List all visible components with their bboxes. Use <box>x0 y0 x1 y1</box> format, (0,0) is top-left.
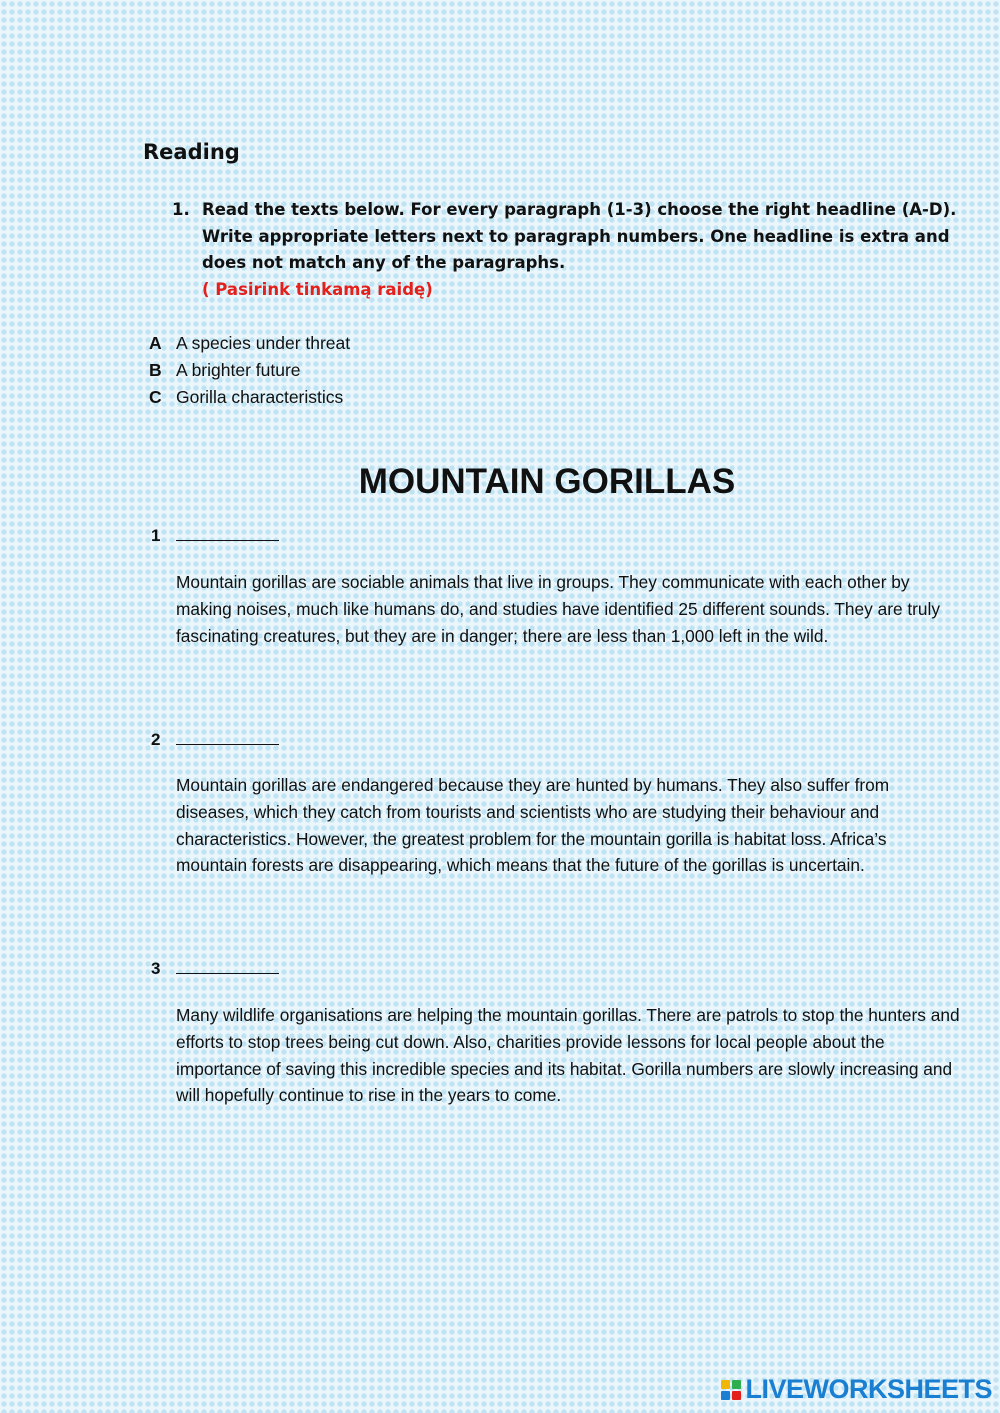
headline-text: Gorilla characteristics <box>176 387 344 407</box>
headline-letter: A <box>149 333 162 353</box>
liveworksheets-logo <box>721 1374 992 1405</box>
headline-letter: C <box>149 387 162 407</box>
paragraph-2-text: Mountain gorillas are endangered because they are hunted by humans. They also suffer from diseases, which they catch from tourists and scientists who are studying their behaviour and characteristics. However, the greatest problem for the mountain gorilla is habitat loss. Africa’s mountain forests are disappearing, which means that the future of the gorillas is uncertain. <box>176 775 890 876</box>
paragraph-number: 2 <box>151 730 161 749</box>
answer-blank-1[interactable] <box>176 526 279 541</box>
headline-option-c <box>149 384 350 411</box>
answer-blank-3[interactable] <box>176 959 279 974</box>
headline-option-a <box>149 330 350 357</box>
logo-grid-icon <box>721 1380 741 1400</box>
paragraph-3-label <box>151 959 279 979</box>
headline-letter: B <box>149 360 162 380</box>
task-hint: ( Pasirink tinkamą raidę) <box>202 279 433 299</box>
paragraph-1-text: Mountain gorillas are sociable animals that live in groups. They communicate with each other by making noises, much like humans do, and studies have identified 25 different sounds. They are truly fascinating creatures, but they are in danger; there are less than 1,000 left in the wild. <box>176 572 941 646</box>
task-number: 1. <box>172 200 190 219</box>
page-title: MOUNTAIN GORILLAS <box>358 462 736 501</box>
headline-option-b <box>149 357 350 384</box>
paragraph-2-label <box>151 730 279 750</box>
answer-blank-2[interactable] <box>176 730 279 745</box>
paragraph-number: 3 <box>151 959 161 978</box>
paragraph-3-text: Many wildlife organisations are helping the mountain gorillas. There are patrols to stop the hunters and efforts to stop trees being cut down. Also, charities provide lessons for local people about the importance of saving this incredible species and its habitat. Gorilla numbers are slowly increasing and will hopefully continue to rise in the years to come. <box>176 1005 960 1106</box>
headline-options <box>149 330 350 411</box>
headline-text: A brighter future <box>176 360 301 380</box>
paragraph-1-label <box>151 526 279 546</box>
paragraph-number: 1 <box>151 526 161 545</box>
reading-heading: Reading <box>143 140 240 164</box>
headline-text: A species under threat <box>176 333 351 353</box>
task-text: Read the texts below. For every paragraph (1-3) choose the right headline (A-D). Write appropriate letters next to paragraph numbers. One headline is extra and does not match any of the paragraphs. <box>202 200 957 272</box>
logo-text: LIVEWORKSHEETS <box>745 1374 992 1404</box>
task-instructions <box>172 197 962 303</box>
